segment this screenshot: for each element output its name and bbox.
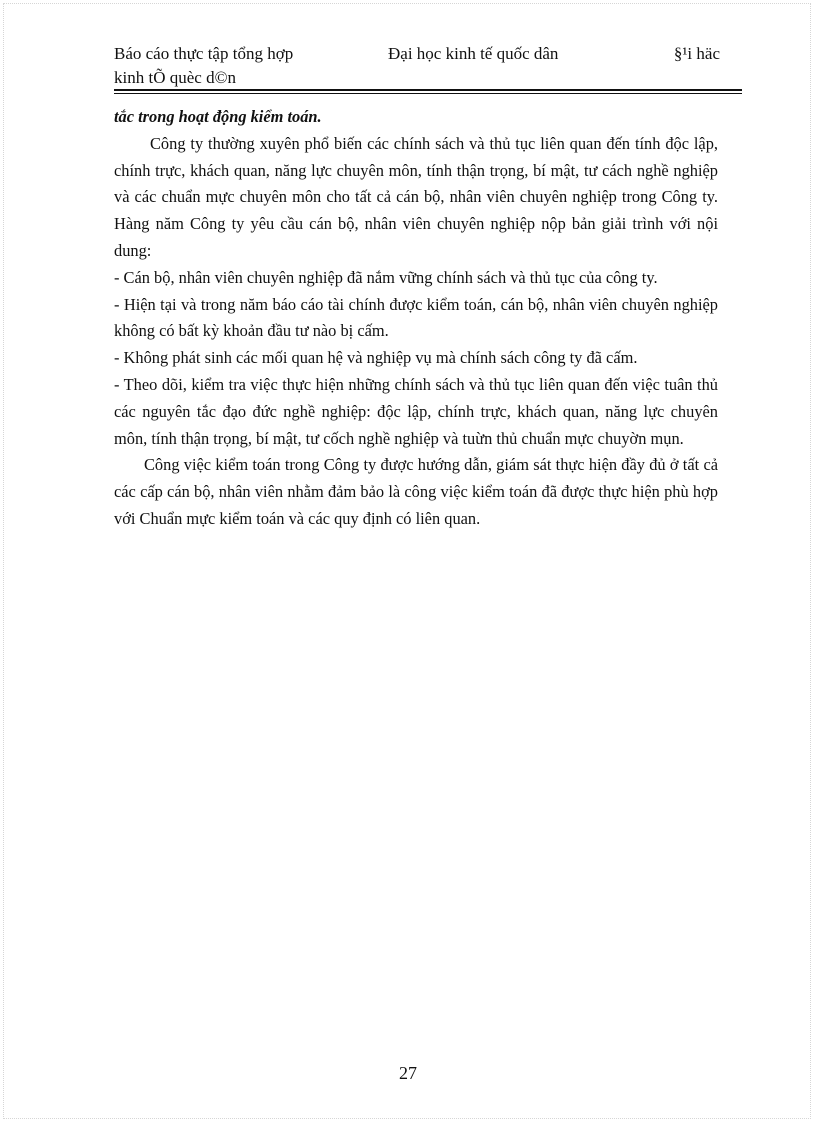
section-heading-tail: tắc trong hoạt động kiểm toán.: [114, 107, 322, 126]
list-item-4: - Theo dõi, kiểm tra việc thực hiện những chính sách và thủ tục liên quan đến việc tuân thủ các nguyên tắc đạo đức nghề nghiệp: độc lập, chính trực, khách quan, năng lực chuyên môn, tính thận trọng, bí mật, tư cốch nghề nghiệp và tuừn thủ chuẩn mực chuyờn mụn.: [114, 374, 718, 448]
header-right: §¹i häc: [673, 44, 720, 63]
list-item-1: - Cán bộ, nhân viên chuyên nghiệp đã nắm vững chính sách và thủ tục của công ty.: [114, 267, 658, 287]
list-item-2: - Hiện tại và trong năm báo cáo tài chính được kiểm toán, cán bộ, nhân viên chuyên nghiệp không có bất kỳ khoản đầu tư nào bị cấm.: [114, 294, 718, 341]
header-left-line1: Báo cáo thực tập tổng hợp: [114, 44, 294, 63]
paragraph-intro: Công ty thường xuyên phổ biến các chính sách và thủ tục liên quan đến tính độc lập, chính trực, khách quan, năng lực chuyên môn, tính thận trọng, bí mật, tư cách nghề nghiệp và các chuẩn mực chuyên môn cho tất cả cán bộ, nhân viên chuyên nghiệp trong Công ty. Hàng năm Công ty yêu cầu cán bộ, nhân viên chuyên nghiệp nộp bản giải trình với nội dung:: [114, 133, 718, 260]
header-center: Đại học kinh tế quốc dân: [388, 44, 559, 63]
header-left: [114, 42, 374, 90]
page-number: 27: [399, 1063, 417, 1083]
paragraph-conclusion: Công việc kiểm toán trong Công ty được hướng dẫn, giám sát thực hiện đầy đủ ở tất cả các cấp cán bộ, nhân viên nhằm đảm bảo là công việc kiểm toán đã được thực hiện phù hợp với Chuẩn mực kiểm toán và các quy định có liên quan.: [114, 455, 718, 528]
header-left-line2: kinh tÕ quèc d©n: [114, 68, 236, 87]
body-content: [114, 104, 718, 533]
header-rule: [114, 89, 742, 94]
page-header: [114, 42, 742, 88]
list-item-3: - Không phát sinh các mối quan hệ và nghiệp vụ mà chính sách công ty đã cấm.: [114, 348, 638, 368]
